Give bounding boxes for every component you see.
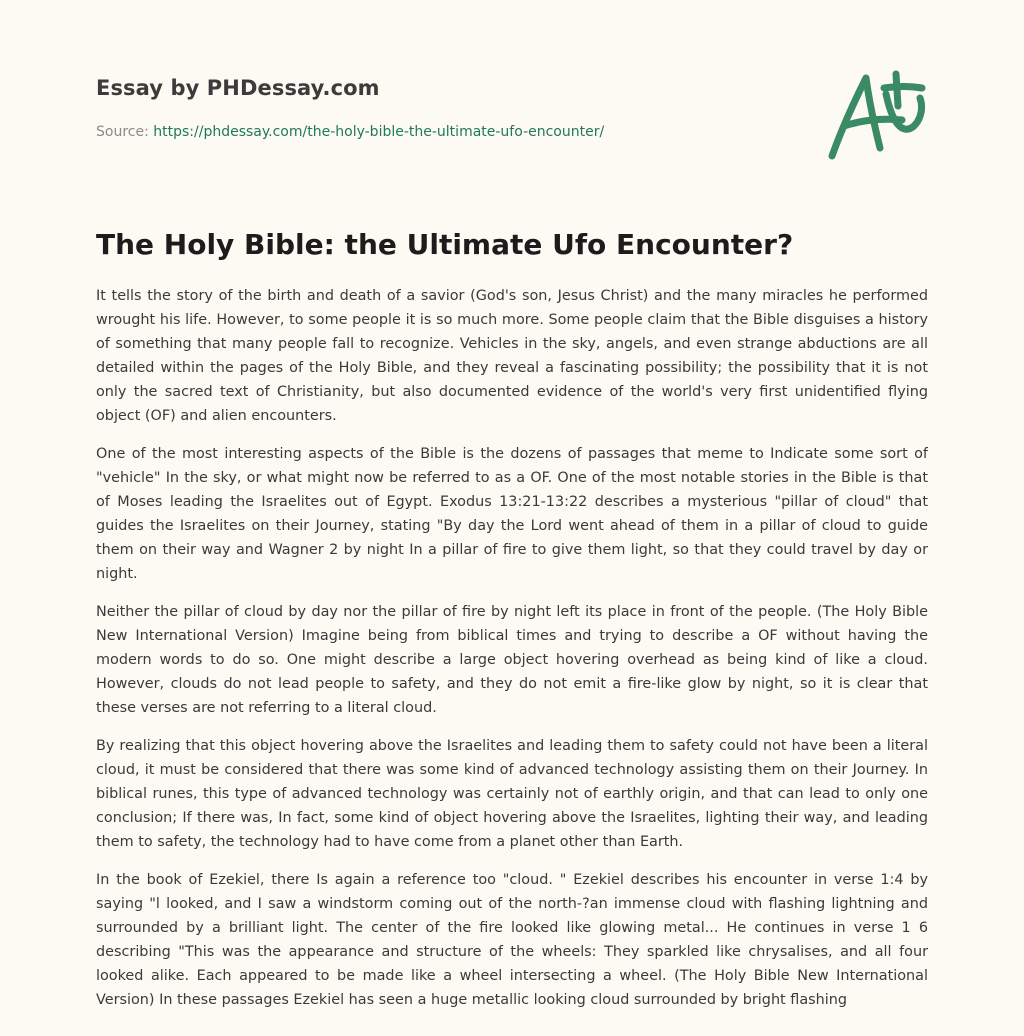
page-header: [96, 0, 928, 200]
essay-body: [96, 284, 928, 1024]
essay-paragraph: It tells the story of the birth and death of a savior (God's son, Jesus Christ) and the many miracles he performed wrought his life. However, to some people it is so much more. Some people claim that the Bible disguises a history of something that many people fall to recognize. Vehicles in the sky, angels, and even strange abductions are all detailed within the pages of the Holy Bible, and they reveal a fascinating possibility; the possibility that it is not only the sacred text of Christianity, but also documented evidence of the world's very first unidentified flying object (OF) and alien encounters.: [96, 288, 928, 424]
essay-title: The Holy Bible: the Ultimate Ufo Encounter?: [96, 228, 794, 261]
essay-paragraph: In the book of Ezekiel, there Is again a reference too "cloud. " Ezekiel describes his encounter in verse 1:4 by saying "l looked, and I saw a windstorm coming out of the north-?an immense cloud with flashing lightning and surrounded by a brilliant light. The center of the fire looked like glowing metal... He continues in verse 1 6 describing "This was the appearance and structure of the wheels: They sparkled like chrysalises, and all four looked alike. Each appeared to be made like a wheel intersecting a wheel. (The Holy Bible New International Version) In these passages Ezekiel has seen a huge metallic looking cloud surrounded by bright flashing: [96, 872, 928, 1008]
source-line: [96, 124, 604, 140]
brand-title: Essay by PHDessay.com: [96, 76, 380, 100]
essay-paragraph: One of the most interesting aspects of the Bible is the dozens of passages that meme to Indicate some sort of "vehicle" In the sky, or what might now be referred to as a OF. One of the most notable stories in the Bible is that of Moses leading the Israelites out of Egypt. Exodus 13:21-13:22 describes a mysterious "pillar of cloud" that guides the Israelites on their Journey, stating "By day the Lord went ahead of them in a pillar of cloud to guide them on their way and Wagner 2 by night In a pillar of fire to give them light, so that they could travel by day or night.: [96, 446, 928, 582]
source-label: Source:: [96, 124, 149, 140]
a-plus-logo-icon: [824, 66, 928, 166]
source-link[interactable]: https://phdessay.com/the-holy-bible-the-ultimate-ufo-encounter/: [153, 124, 605, 140]
essay-paragraph: By realizing that this object hovering above the Israelites and leading them to safety could not have been a literal cloud, it must be considered that there was some kind of advanced technology assisting them on their Journey. In biblical runes, this type of advanced technology was certainly not of earthly origin, and that can lead to only one conclusion; If there was, In fact, some kind of object hovering above the Israelites, lighting their way, and leading them to safety, the technology had to have come from a planet other than Earth.: [96, 738, 928, 850]
essay-paragraph: Neither the pillar of cloud by day nor the pillar of fire by night left its place in front of the people. (The Holy Bible New International Version) Imagine being from biblical times and trying to describe a OF without having the modern words to do so. One might describe a large object hovering overhead as being kind of like a cloud. However, clouds do not lead people to safety, and they do not emit a fire-like glow by night, so it is clear that these verses are not referring to a literal cloud.: [96, 604, 928, 716]
